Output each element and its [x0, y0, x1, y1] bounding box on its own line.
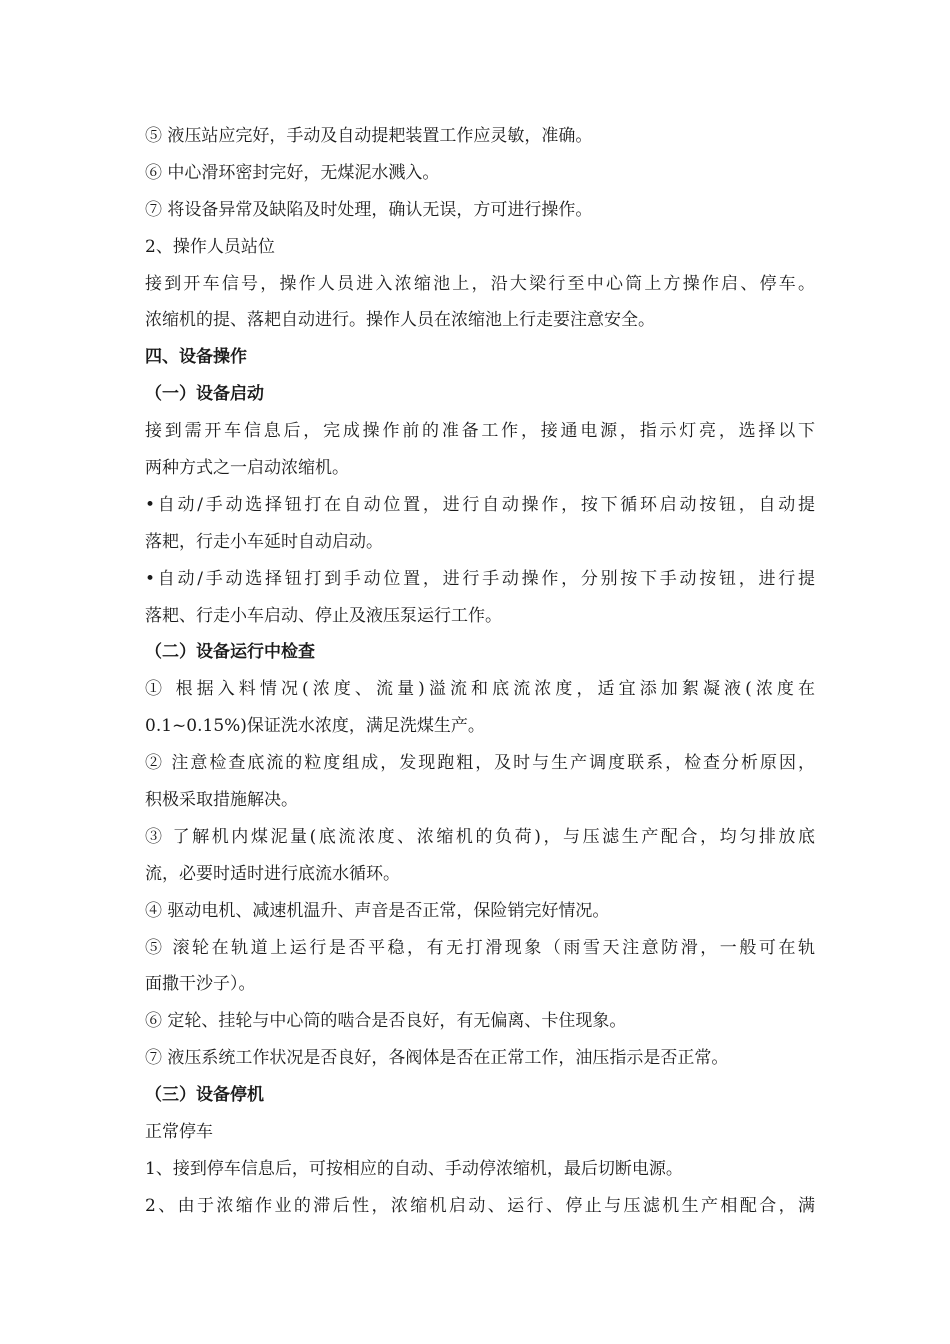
- text-line: 积极采取措施解决。: [145, 790, 298, 811]
- document-body: [145, 118, 815, 1225]
- text-line: ⑥ 定轮、挂轮与中心筒的啮合是否良好，有无偏离、卡住现象。: [145, 1011, 627, 1032]
- text-line: 流，必要时适时进行底流水循环。: [145, 863, 400, 884]
- text-line: 落耙、行走小车启动、停止及液压泵运行工作。: [145, 605, 502, 626]
- subsection-heading: （三）设备停机: [145, 1085, 264, 1106]
- text-line: 2、由于浓缩作业的滞后性，浓缩机启动、运行、停止与压滤机生产相配合，满: [145, 1195, 815, 1216]
- bullet-line: •自动/手动选择钮打在自动位置，进行自动操作，按下循环启动按钮，自动提: [145, 494, 815, 515]
- text-line: ④ 驱动电机、减速机温升、声音是否正常，保险销完好情况。: [145, 900, 610, 921]
- text-line: 0.1~0.15%)保证洗水浓度，满足洗煤生产。: [145, 716, 485, 737]
- text-line: ⑤ 液压站应完好，手动及自动提耙装置工作应灵敏，准确。: [145, 126, 593, 146]
- subsection-heading: （一）设备启动: [145, 384, 264, 405]
- section-heading: 四、设备操作: [145, 347, 247, 368]
- text-line: ⑥ 中心滑环密封完好，无煤泥水溅入。: [145, 162, 440, 183]
- text-line: ① 根据入料情况(浓度、流量)溢流和底流浓度，适宜添加絮凝液(浓度在: [145, 679, 815, 700]
- text-line: 浓缩机的提、落耙自动进行。操作人员在浓缩池上行走要注意安全。: [145, 310, 655, 331]
- text-line: ⑦ 液压系统工作状况是否良好，各阀体是否在正常工作，油压指示是否正常。: [145, 1048, 729, 1069]
- text-line: 接到开车信号，操作人员进入浓缩池上，沿大梁行至中心筒上方操作启、停车。: [145, 273, 815, 294]
- text-line: 接到需开车信息后，完成操作前的准备工作，接通电源，指示灯亮，选择以下: [145, 421, 815, 442]
- subsection-heading: （二）设备运行中检查: [145, 642, 315, 663]
- text-line: 2、操作人员站位: [145, 236, 275, 257]
- text-line: ③ 了解机内煤泥量(底流浓度、浓缩机的负荷)，与压滤生产配合，均匀排放底: [145, 826, 815, 847]
- bullet-line: •自动/手动选择钮打到手动位置，进行手动操作，分别按下手动按钮，进行提: [145, 568, 815, 589]
- text-line: 两种方式之一启动浓缩机。: [145, 458, 349, 479]
- text-line: 正常停车: [145, 1122, 213, 1143]
- text-line: 1、接到停车信息后，可按相应的自动、手动停浓缩机，最后切断电源。: [145, 1158, 683, 1179]
- text-line: 面撒干沙子）。: [145, 974, 256, 995]
- text-line: ② 注意检查底流的粒度组成，发现跑粗，及时与生产调度联系，检查分析原因，: [145, 753, 815, 774]
- text-line: ⑤ 滚轮在轨道上运行是否平稳，有无打滑现象（雨雪天注意防滑，一般可在轨: [145, 937, 815, 958]
- text-line: ⑦ 将设备异常及缺陷及时处理，确认无误，方可进行操作。: [145, 199, 593, 220]
- text-line: 落耙，行走小车延时自动启动。: [145, 531, 383, 552]
